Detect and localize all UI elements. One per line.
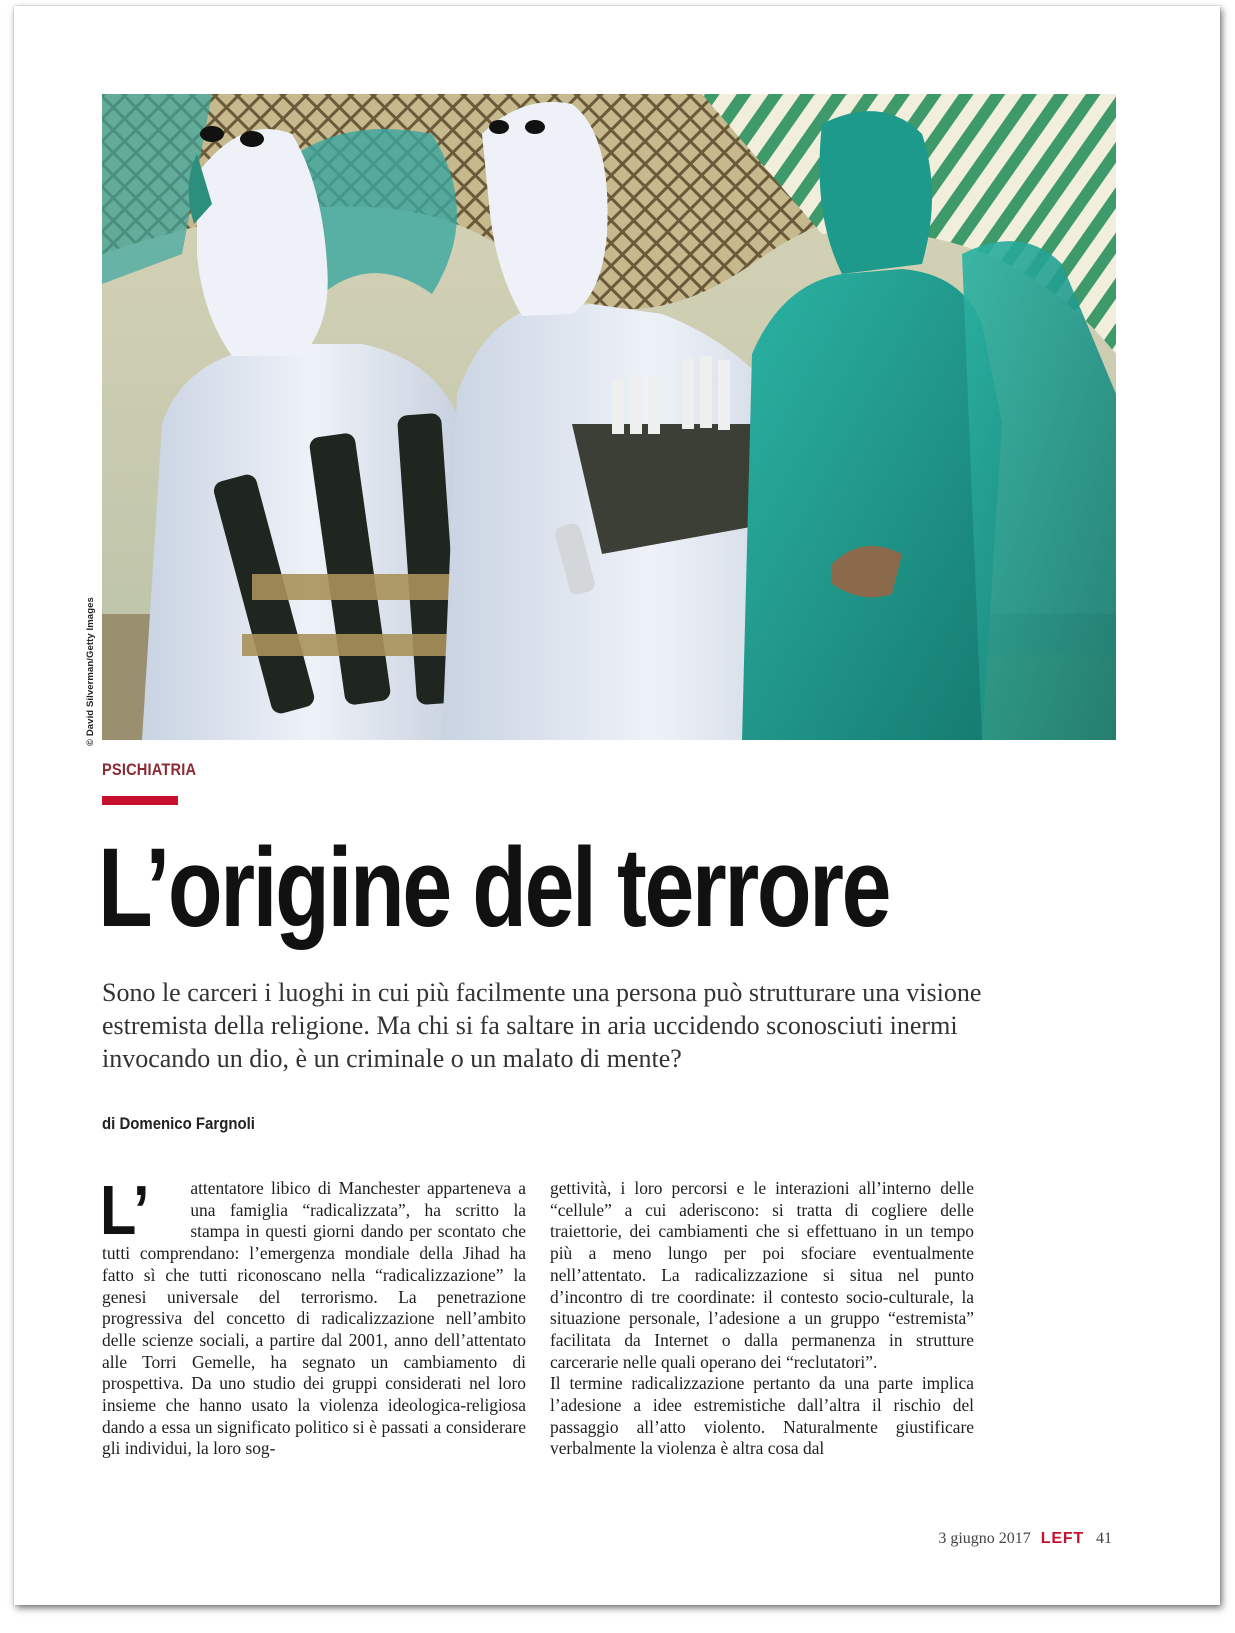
section-label: PSICHIATRIA: [102, 760, 197, 779]
article-column-left: [100, 1171, 526, 1460]
footer-date: 3 giugno 2017: [938, 1530, 1031, 1547]
footer-page-number: 41: [1096, 1530, 1112, 1547]
section-accent-bar: [102, 796, 178, 805]
cover-photo: [102, 94, 1116, 740]
column-right-paragraph-2: Il termine radicalizzazione pertanto da una parte implica l’adesione a idee estremistiche dall’altra il rischio del passaggio all’atto violento. Naturalmente giustificare verbalmente la violenza è altra cosa dal: [550, 1373, 974, 1459]
byline: di Domenico Fargnoli: [102, 1114, 255, 1133]
photo-illustration: [102, 94, 1116, 740]
article-title: L’origine del terrore: [98, 825, 890, 950]
article-standfirst: Sono le carceri i luoghi in cui più facilmente una persona può strutturare una visione estremista della religione. Ma chi si fa saltare in aria uccidendo sconosciuti inermi invocando un dio, è un criminale o un malato di mente?: [102, 978, 982, 1073]
magazine-page: [14, 6, 1220, 1605]
photo-credit: © David Silverman/Getty Images: [85, 597, 96, 746]
drop-cap: L’: [100, 1171, 150, 1249]
column-left-text: attentatore libico di Manchester apparteneva a una famiglia “radicalizzata”, ha scritto la stampa in questi giorni dando per scontato che tutti comprendano: l’emergenza mondiale della Jihad ha fatto sì che tutti riconoscano nella “radicalizzazione” la genesi universale del terrorismo. La penetrazione progressiva del concetto di radicalizzazione nell’ambito delle scienze sociali, a partire dal 2001, anno dell’attentato alle Torri Gemelle, ha segnato un cambiamento di prospettiva. Da uno studio dei gruppi considerati nel loro insieme che hanno usato la violenza ideologica-religiosa dando a essa un significato politico si è passati a considerare gli individui, la loro sog-: [102, 1178, 526, 1459]
column-right-paragraph-1: gettività, i loro percorsi e le interazioni all’interno delle “cellule” a cui aderiscono: si tratta di cogliere delle traiettorie, dei cambiamenti che si effettuano in un tempo più a meno lungo per poi sfociare eventualmente nell’attentato. La radicalizzazione si situa nel punto d’incontro di tre coordinate: il contesto socio-culturale, la situazione personale, l’adesione a un gruppo “estremista” facilitata da Internet o dalla permanenza in strutture carcerarie nelle quali operano dei “reclutatori”.: [550, 1178, 974, 1372]
footer-magazine: LEFT: [1040, 1530, 1084, 1547]
article-column-right: [550, 1178, 974, 1460]
page-footer: [938, 1530, 1112, 1548]
